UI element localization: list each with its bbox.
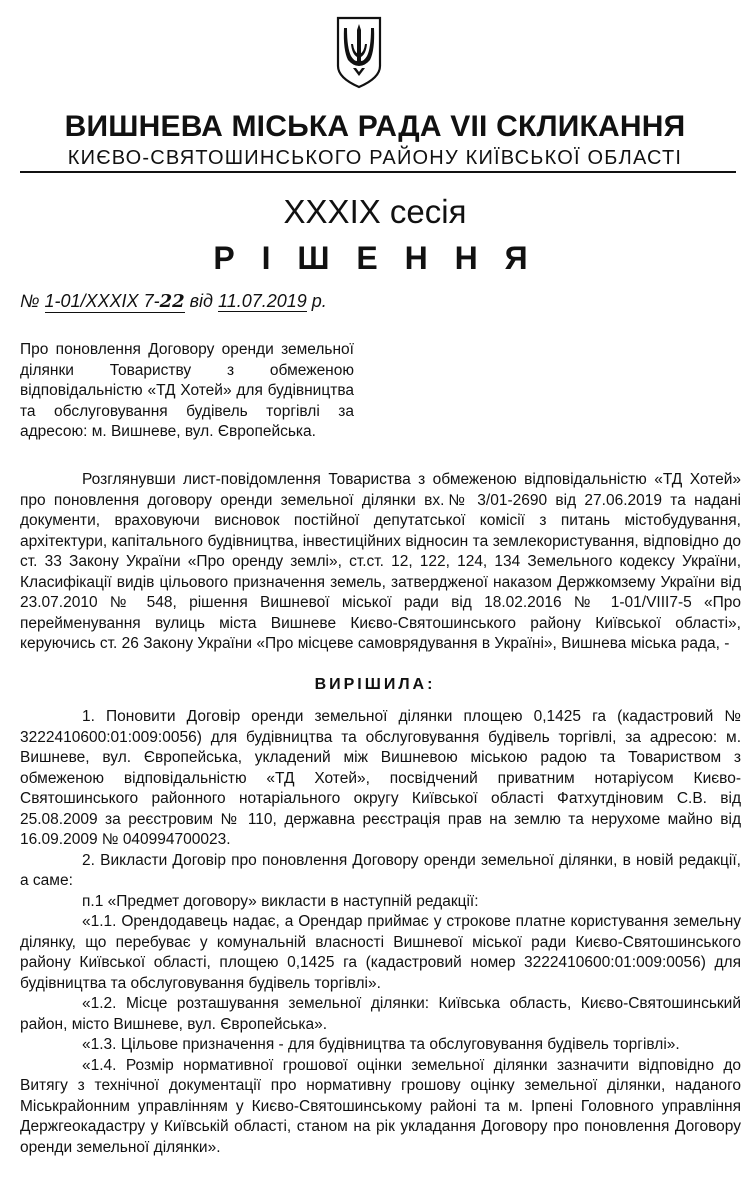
item-1: 1. Поновити Договір оренди земельної ділянки площею 0,1425 га (кадастровий № 3222410600:01:009:0056) для будівництва та обслуговування будівель торгівлі, за адресою: м. Вишневе, вул. Європейська, укладений між Вишневою міською радою та Товариством з обмеженою відповідальністю «ТД Хотей», посвідчений приватним нотаріусом Києво-Святошинського районного нотаріального округу Київської області Фатхутдіновим С.В. від 25.08.2009 за реєстровим № 110, державна реєстрація прав на землю та нерухоме майно від 16.09.2009 № 040994700023. bbox=[20, 708, 741, 848]
session-title: XXXIX сесія bbox=[283, 193, 467, 230]
council-name: ВИШНЕВА МІСЬКА РАДА VII СКЛИКАННЯ bbox=[64, 110, 686, 143]
document-type: Р І Ш Е Н Н Я bbox=[213, 240, 537, 276]
header-divider bbox=[20, 171, 736, 173]
preamble bbox=[20, 470, 741, 655]
trident-icon bbox=[334, 14, 384, 90]
district-name: КИЄВО-СВЯТОШИНСЬКОГО РАЙОНУ КИЇВСЬКОЇ ОБЛАСТІ bbox=[67, 147, 683, 169]
decision-number-line bbox=[20, 291, 327, 313]
item-2-clause-1: п.1 «Предмет договору» викласти в наступній редакції: bbox=[82, 892, 479, 910]
item-2-subclause-1-1: «1.1. Орендодавець надає, а Орендар приймає у строкове платне користування земельну ділянку, що перебуває у комунальній власності Вишневої міської ради Києво-Святошинського району Київської області, площею 0,1425 га (кадастровий номер 3222410600:01:009:0056) для будівництва та обслуговування будівель торгівлі». bbox=[20, 913, 741, 992]
item-2-subclause-1-4: «1.4. Розмір нормативної грошової оцінки земельної ділянки зазначити відповідно до Витягу з технічної документації про нормативну грошову оцінку земельної ділянки, наданого Міськрайонним управлінням у Києво-Святошинському районі та м. Ірпені Головного управління Держгеокадастру у Київській області, станом на рік укладання Договору про поновлення Договору оренди земельної ділянки». bbox=[20, 1056, 741, 1156]
decision-subject: Про поновлення Договору оренди земельної ділянки Товариству з обмеженою відповідальністю «ТД Хотей» для будівництва та обслуговування будівель торгівлі за адресою: м. Вишневе, вул. Європейська. bbox=[20, 341, 354, 440]
number-sign: № bbox=[20, 291, 40, 311]
from-word: від bbox=[189, 291, 213, 311]
decision-items bbox=[20, 707, 741, 1158]
item-2: 2. Викласти Договір про поновлення Договору оренди земельної ділянки, в новій редакції, а саме: bbox=[20, 851, 741, 889]
item-2-subclause-1-2: «1.2. Місце розташування земельної ділянки: Київська область, Києво-Святошинський район, місто Вишневе, вул. Європейська». bbox=[20, 995, 741, 1033]
resolved-heading: ВИРІШИЛА: bbox=[314, 676, 436, 693]
preamble-text: Розглянувши лист-повідомлення Товариства з обмеженою відповідальністю «ТД Хотей» про поновлення договору оренди земельної ділянки вх.№ 3/01-2690 від 27.06.2019 та надані документи, враховуючи висновок постійної депутатської комісії з питань містобудування, архітектури, капітального будівництва, інвестиційних відносин та землекористування, відповідно до ст. 33 Закону України «Про оренду землі», ст.ст. 12, 122, 124, 134 Земельного кодексу України, Класифікації видів цільового призначення земель, затвердженої наказом Держкомзему України від 23.07.2010 № 548, рішення Вишневої міської ради від 18.02.2016 № 1-01/VIII7-5 «Про перейменування вулиць міста Вишневе Києво-Святошинського району Київської області», керуючись ст. 26 Закону України «Про місцеве самоврядування в Україні», Вишнева міська рада, - bbox=[20, 471, 741, 652]
handwritten-number: 22 bbox=[159, 291, 185, 312]
decision-date: 11.07.2019 bbox=[218, 291, 307, 311]
item-2-subclause-1-3: «1.3. Цільове призначення - для будівництва та обслуговування будівель торгівлі». bbox=[82, 1036, 680, 1053]
year-suffix: р. bbox=[311, 291, 327, 311]
decision-number: 1-01/XXXIX 7-22 bbox=[44, 291, 185, 312]
